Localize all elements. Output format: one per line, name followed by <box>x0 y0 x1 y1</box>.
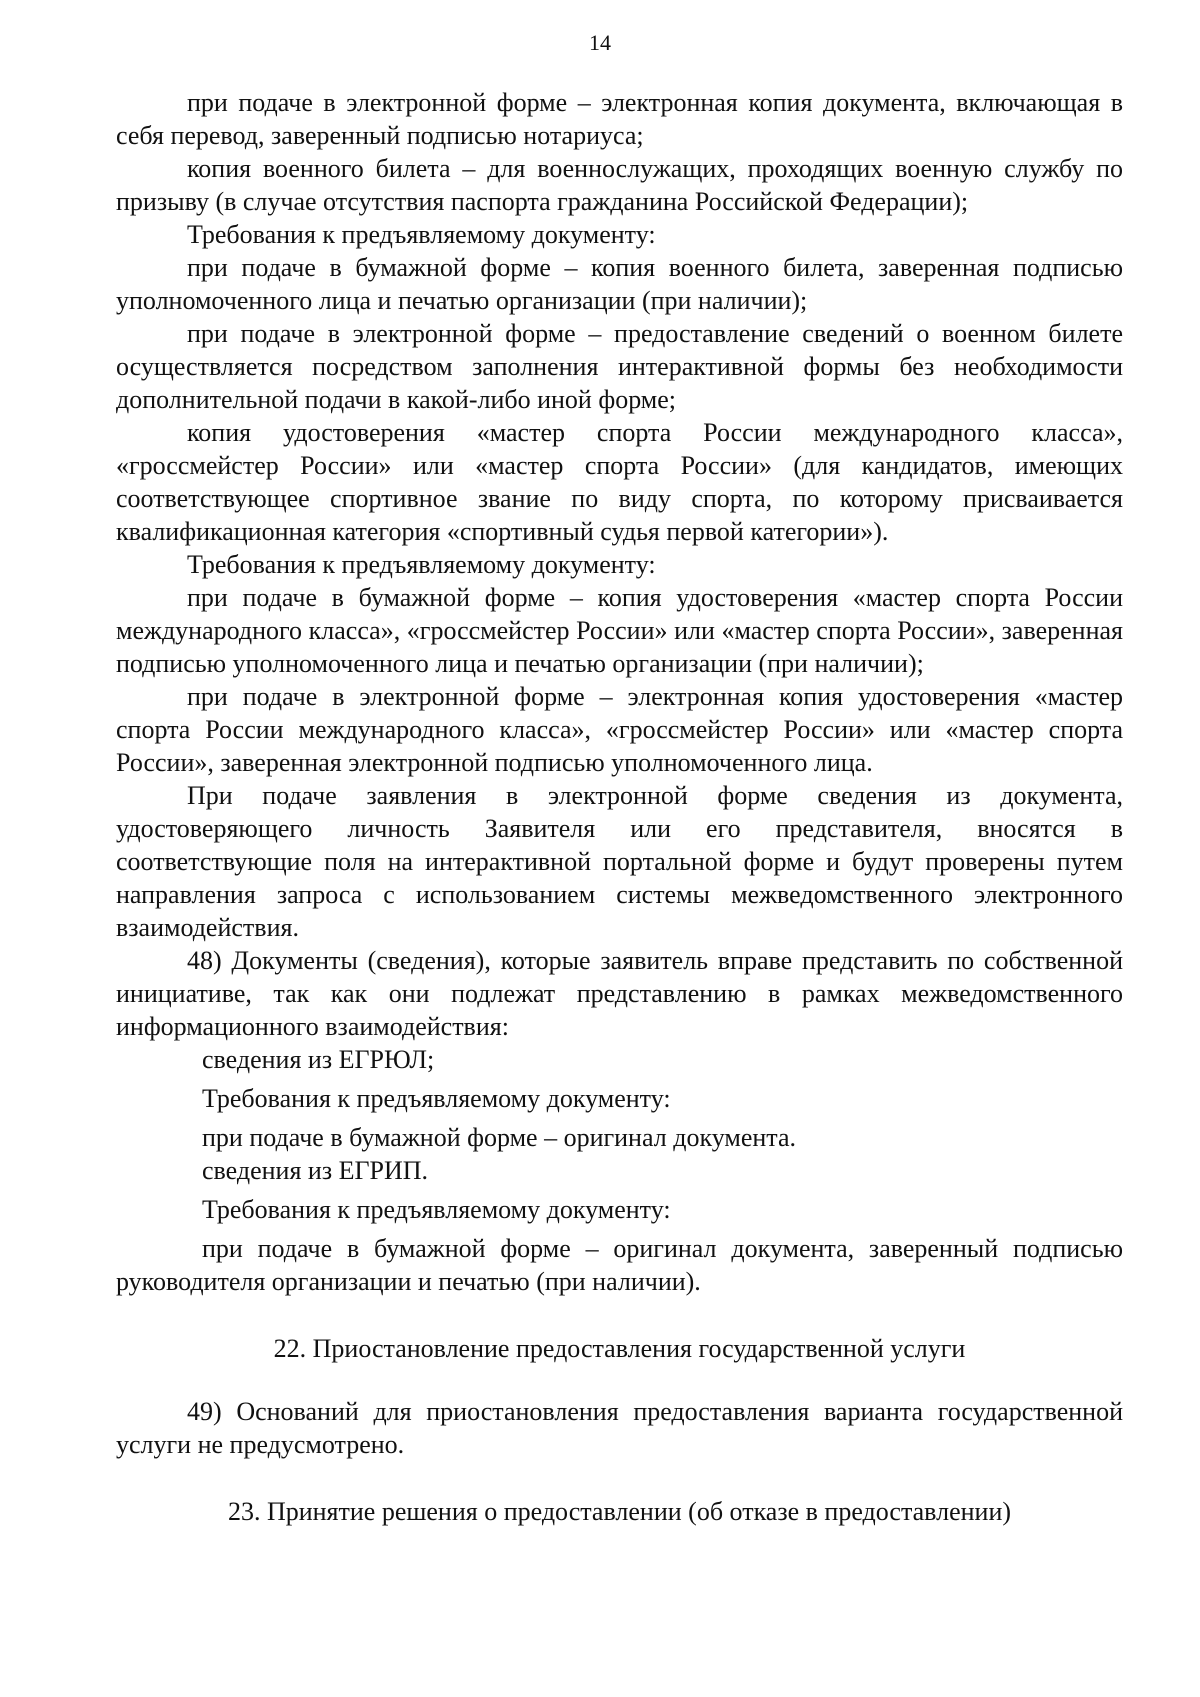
paragraph: 49) Оснований для приостановления предоставления варианта государственной услуги не предусмотрено. <box>116 1397 1123 1459</box>
section-heading: 23. Принятие решения о предоставлении (об отказе в предоставлении) <box>227 1497 1012 1526</box>
paragraph: копия военного билета – для военнослужащих, проходящих военную службу по призыву (в случае отсутствия паспорта гражданина Российской Федерации); <box>116 154 1123 216</box>
paragraph: при подаче в электронной форме – предоставление сведений о военном билете осуществляется посредством заполнения интерактивной формы без необходимости дополнительной подачи в какой-либо иной форме; <box>116 319 1123 414</box>
document-body <box>116 86 1123 1528</box>
paragraph: при подаче в электронной форме – электронная копия документа, включающая в себя перевод, заверенный подписью нотариуса; <box>116 88 1123 150</box>
paragraph: сведения из ЕГРИП. <box>202 1156 429 1185</box>
paragraph: При подаче заявления в электронной форме сведения из документа, удостоверяющего личность Заявителя или его представителя, вносятся в соответствующие поля на интерактивной портальной форме и будут проверены путем направления запроса с использованием системы межведомственного электронного взаимодействия. <box>116 781 1123 942</box>
paragraph: при подаче в электронной форме – электронная копия удостоверения «мастер спорта России международного класса», «гроссмейстер России» или «мастер спорта России», заверенная электронной подписью уполномоченного лица. <box>116 682 1123 777</box>
paragraph: Требования к предъявляемому документу: <box>187 220 656 249</box>
paragraph: при подаче в бумажной форме – копия военного билета, заверенная подписью уполномоченного лица и печатью организации (при наличии); <box>116 253 1123 315</box>
paragraph: Требования к предъявляемому документу: <box>202 1195 671 1224</box>
paragraph: копия удостоверения «мастер спорта России международного класса», «гроссмейстер России» или «мастер спорта России» (для кандидатов, имеющих соответствующее спортивное звание по виду спорта, по которому присваивается квалификационная категория «спортивный судья первой категории»). <box>116 418 1123 546</box>
paragraph: при подаче в бумажной форме – оригинал документа. <box>202 1123 796 1152</box>
paragraph: Требования к предъявляемому документу: <box>202 1084 671 1113</box>
paragraph: сведения из ЕГРЮЛ; <box>202 1045 435 1074</box>
paragraph: при подаче в бумажной форме – копия удостоверения «мастер спорта России международного класса», «гроссмейстер России» или «мастер спорта России», заверенная подписью уполномоченного лица и печатью организации (при наличии); <box>116 583 1123 678</box>
paragraph: 48) Документы (сведения), которые заявитель вправе представить по собственной инициативе, так как они подлежат представлению в рамках межведомственного информационного взаимодействия: <box>116 946 1123 1041</box>
section-heading: 22. Приостановление предоставления государственной услуги <box>273 1334 966 1363</box>
section-gap <box>116 1461 1123 1495</box>
section-gap <box>116 1365 1123 1395</box>
paragraph: Требования к предъявляемому документу: <box>187 550 656 579</box>
section-gap <box>116 1298 1123 1332</box>
page-number: 14 <box>589 30 611 55</box>
paragraph: при подаче в бумажной форме – оригинал документа, заверенный подписью руководителя организации и печатью (при наличии). <box>116 1234 1123 1296</box>
